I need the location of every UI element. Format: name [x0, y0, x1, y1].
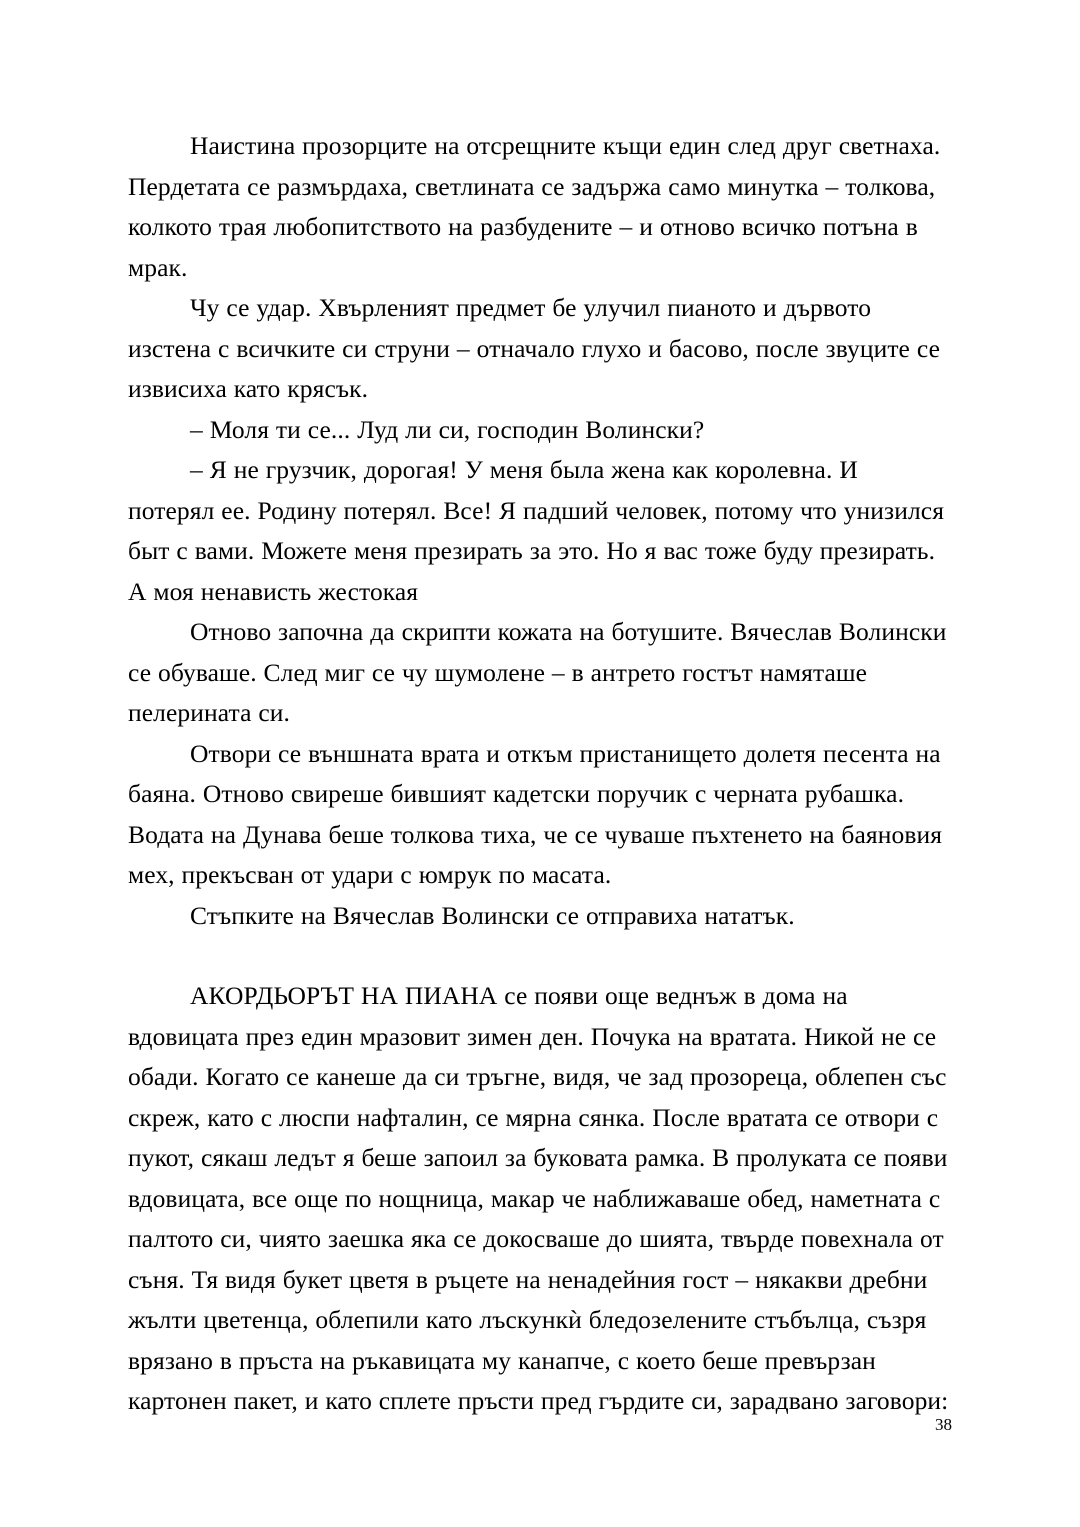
- paragraph: Наистина прозорците на отсрещните къщи един след друг светнаха. Пердетата се размърдаха, светлината се задържа само минутка – толкова, колкото трая любопитството на разбудените – и отново всичко потъна в мрак.: [128, 131, 941, 282]
- paragraph-dialogue: – Моля ти се... Луд ли си, господин Волински?: [190, 414, 705, 444]
- paragraph-dialogue: – Я не грузчик, дорогая! У меня была жена как королевна. И потерял ее. Родину потерял. Все! Я падший человек, потому что унизился быт с вами. Можете меня презирать за это. Но я вас тоже буду презирать. А моя ненависть жестокая: [128, 455, 945, 606]
- page-number: 38: [935, 1415, 952, 1434]
- paragraph: Отново започна да скрипти кожата на ботушите. Вячеслав Волински се обуваше. След миг се чу шумолене – в антрето гостът намяташе пелерината си.: [128, 617, 947, 727]
- paragraph: Стъпките на Вячеслав Волински се отправиха нататък.: [190, 900, 795, 930]
- paragraph: Чу се удар. Хвърленият предмет бе улучил пианото и дървото изстена с всичките си струни – отначало глухо и басово, после звуците се извисиха като крясък.: [128, 293, 940, 403]
- paragraph: Отвори се външната врата и откъм пристанището долетя песента на баяна. Отново свиреше бившият кадетски поручик с черната рубашка. Водата на Дунава беше толкова тиха, че се чуваше пъхтенето на баяновия мех, прекъсван от удари с юмрук по масата.: [128, 738, 943, 889]
- body-text: [128, 126, 950, 1422]
- paragraph-section-opening: АКОРДЬОРЪТ НА ПИАНА се появи още веднъж в дома на вдовицата през един мразовит зимен ден. Почука на вратата. Никой не се обади. Когато се канеше да си тръгне, видя, че зад прозореца, облепен със скреж, като с люспи нафталин, се мярна сянка. После вратата се отвори с пукот, сякаш ледът я беше запоил за буковата рамка. В пролуката се появи вдовицата, все още по нощница, макар че наближаваше обед, наметната с палтото си, чиято заешка яка се докосваше до шията, твърде повехнала от съня. Тя видя букет цветя в ръцете на ненадейния гост – някакви дребни жълти цветенца, облепили като лъскункѝ бледозелените стъбълца, съзря врязано в пръста на ръкавицата му канапче, с което беше превързан картонен пакет, и като сплете пръсти пред гърдите си, зарадвано заговори:: [128, 981, 949, 1415]
